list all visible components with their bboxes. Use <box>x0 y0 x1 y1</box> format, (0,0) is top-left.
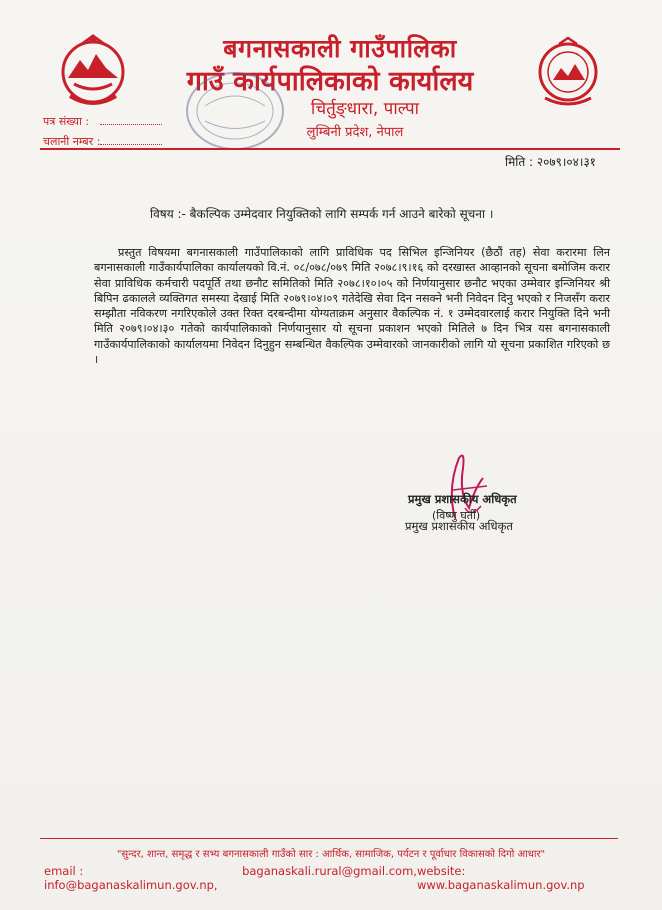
letter-date: मिति : २०७९।०४।३१ <box>505 155 596 169</box>
office-stamp-icon <box>180 66 290 156</box>
municipality-logo-icon <box>533 36 603 112</box>
dispatch-number-label: चलानी नम्बर : <box>43 135 101 148</box>
address-line-2: लुम्बिनी प्रदेश, नेपाल <box>306 125 404 140</box>
footer-email: email : info@baganaskalimun.gov.np, <box>44 864 218 892</box>
letter-body: प्रस्तुत विषयमा बगनासकाली गाउँपालिकाको लागि प्राविधिक पद सिभिल इन्जिनियर (छैठौं तह) सेवा करारमा लिन बगनासकाली गाउँकार्यपालिका कार्यालयको वि.नं. ०८/०७८/०७९ मिति २०७८।९।१६ को दरखास्त आव्हानको सूचना बमोजिम करार सेवा प्राविधिक कर्मचारी पदपूर्ति तथा छनौट समितिको मिति २०७८।१०।०५ को निर्णयानुसार छनौट भएका उम्मेवार इन्जिनियर श्री बिपिन ढकालले व्यक्तिगत समस्या देखाई मिति २०७९।०४।०९ गतेदेखि सेवा दिन नसक्ने भनी निवेदन दिनु भएको र निजसँग करार सम्झौता नविकरण नगरिएकोले उक्त रिक्त दरबन्दीमा योग्यताक्रम अनुसार वैकल्पिक नं. १ उम्मेदवारलाई करार नियुक्ति दिने भनी मिति २०७९।०४।३० गतेको कार्यपालिकाको निर्णयानुसार यो सूचना प्रकाशन भएको मितिले ७ दिन भित्र यस बगनासकाली गाउँकार्यपालिकाको कार्यालयमा निवेदन दिनुहुन सम्बन्धित वैकल्पिक उम्मेवारको जानकारीको लागि यो सूचना प्रकाशित गरिएको छ । <box>94 246 610 367</box>
header-divider <box>40 148 620 150</box>
nepal-emblem-icon <box>56 30 130 110</box>
footer-website: website: www.baganaskalimun.gov.np <box>416 864 585 892</box>
address-line-1: चिर्तुङ्धारा, पाल्पा <box>310 99 420 119</box>
footer-contacts <box>44 864 618 892</box>
dispatch-number-line <box>100 144 162 145</box>
reference-number-label: पत्र संख्या : <box>43 115 90 128</box>
signatory-title: प्रमुख प्रशासकीय अधिकृत <box>405 519 513 533</box>
organization-name: बगनासकाली गाउँपालिका <box>223 34 457 63</box>
letter-subject: विषय :- बैकल्पिक उम्मेदवार नियुक्तिको लागि सम्पर्क गर्न आउने बारेको सूचना । <box>150 207 494 221</box>
footer-alt-email: baganaskali.rural@gmail.com, <box>242 864 417 878</box>
footer-divider <box>40 838 618 839</box>
footer-motto: "सुन्दर, शान्त, समृद्ध र सभ्य बगनासकाली गाउँको सार : आर्थिक, सामाजिक, पर्यटन र पूर्वाधार विकासको दिगो आधार" <box>116 849 546 860</box>
signature-title-stamp: प्रमुख प्रशासकीय अधिकृत <box>408 492 517 506</box>
reference-number-line <box>100 124 162 125</box>
signatory-name: (विष्णु घर्ती) <box>432 509 481 522</box>
office-name: गाउँ कार्यपालिकाको कार्यालय <box>186 66 474 97</box>
